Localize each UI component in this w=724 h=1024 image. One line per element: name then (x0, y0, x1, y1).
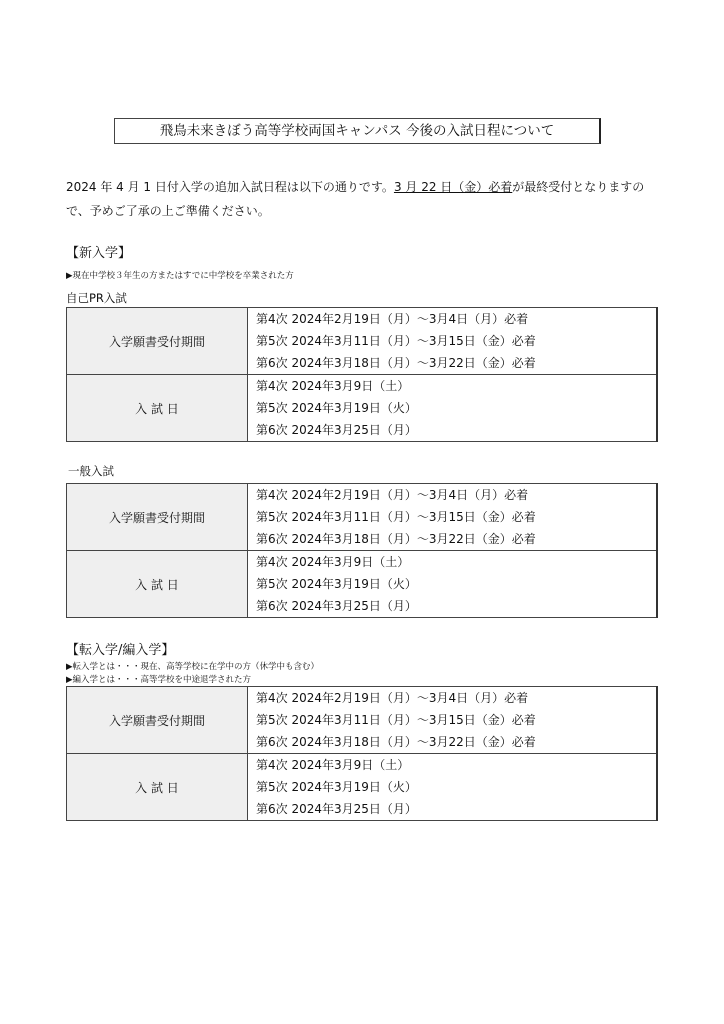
exam-date-label: 入 試 日 (67, 375, 248, 442)
schedule-line: 第5次 2024年3月11日（月）～3月15日（金）必着 (256, 334, 536, 348)
transfer-schedule-table (66, 686, 658, 821)
application-period-label: 入学願書受付期間 (67, 687, 248, 754)
page-title: 飛鳥未来きぼう高等学校両国キャンパス 今後の入試日程について (114, 118, 601, 144)
exam-row (67, 375, 658, 442)
schedule-line: 第4次 2024年2月19日（月）～3月4日（月）必着 (256, 691, 529, 705)
intro-line-1 (66, 180, 686, 194)
schedule-line: 第4次 2024年3月9日（土） (256, 758, 410, 772)
schedule-line: 第4次 2024年2月19日（月）～3月4日（月）必着 (256, 488, 529, 502)
intro-text-a: 2024 年 4 月 1 日付入学の追加入試日程は以下の通りです。 (66, 180, 394, 194)
schedule-line: 第6次 2024年3月18日（月）～3月22日（金）必着 (256, 735, 536, 749)
exam-date-label: 入 試 日 (67, 551, 248, 618)
intro-text-c: が最終受付となりますの (512, 180, 645, 194)
self-pr-heading: 自己PR入試 (66, 291, 127, 305)
exam-row (67, 754, 658, 821)
exam-date-values (248, 754, 658, 821)
schedule-line: 第5次 2024年3月11日（月）～3月15日（金）必着 (256, 713, 536, 727)
schedule-line: 第6次 2024年3月25日（月） (256, 802, 417, 816)
schedule-line: 第4次 2024年3月9日（土） (256, 555, 410, 569)
application-period-values (248, 687, 658, 754)
application-row (67, 308, 658, 375)
schedule-line: 第6次 2024年3月25日（月） (256, 423, 417, 437)
general-exam-heading: 一般入試 (68, 464, 114, 478)
application-period-values (248, 308, 658, 375)
schedule-line: 第5次 2024年3月19日（火） (256, 401, 417, 415)
new-admission-heading: 【新入学】 (66, 246, 132, 261)
exam-row (67, 551, 658, 618)
schedule-line: 第6次 2024年3月25日（月） (256, 599, 417, 613)
transfer-heading: 【転入学/編入学】 (66, 643, 175, 658)
exam-date-values (248, 375, 658, 442)
schedule-line: 第5次 2024年3月19日（火） (256, 780, 417, 794)
schedule-line: 第6次 2024年3月18日（月）～3月22日（金）必着 (256, 532, 536, 546)
self-pr-schedule-table (66, 307, 658, 442)
schedule-line: 第6次 2024年3月18日（月）～3月22日（金）必着 (256, 356, 536, 370)
application-period-label: 入学願書受付期間 (67, 308, 248, 375)
intro-deadline: 3 月 22 日（金）必着 (393, 180, 513, 194)
schedule-line: 第4次 2024年3月9日（土） (256, 379, 410, 393)
application-period-label: 入学願書受付期間 (67, 484, 248, 551)
application-row (67, 484, 658, 551)
exam-date-label: 入 試 日 (67, 754, 248, 821)
reentry-note: ▶編入学とは・・・高等学校を中途退学された方 (66, 675, 252, 685)
schedule-line: 第5次 2024年3月19日（火） (256, 577, 417, 591)
application-period-values (248, 484, 658, 551)
schedule-line: 第5次 2024年3月11日（月）～3月15日（金）必着 (256, 510, 536, 524)
schedule-line: 第4次 2024年2月19日（月）～3月4日（月）必着 (256, 312, 529, 326)
transfer-note: ▶転入学とは・・・現在、高等学校に在学中の方（休学中も含む） (66, 662, 320, 672)
exam-date-values (248, 551, 658, 618)
general-schedule-table (66, 483, 658, 618)
new-admission-note: ▶現在中学校３年生の方またはすでに中学校を卒業された方 (66, 271, 294, 281)
intro-line-2: で、予めご了承の上ご準備ください。 (66, 204, 270, 218)
application-row (67, 687, 658, 754)
